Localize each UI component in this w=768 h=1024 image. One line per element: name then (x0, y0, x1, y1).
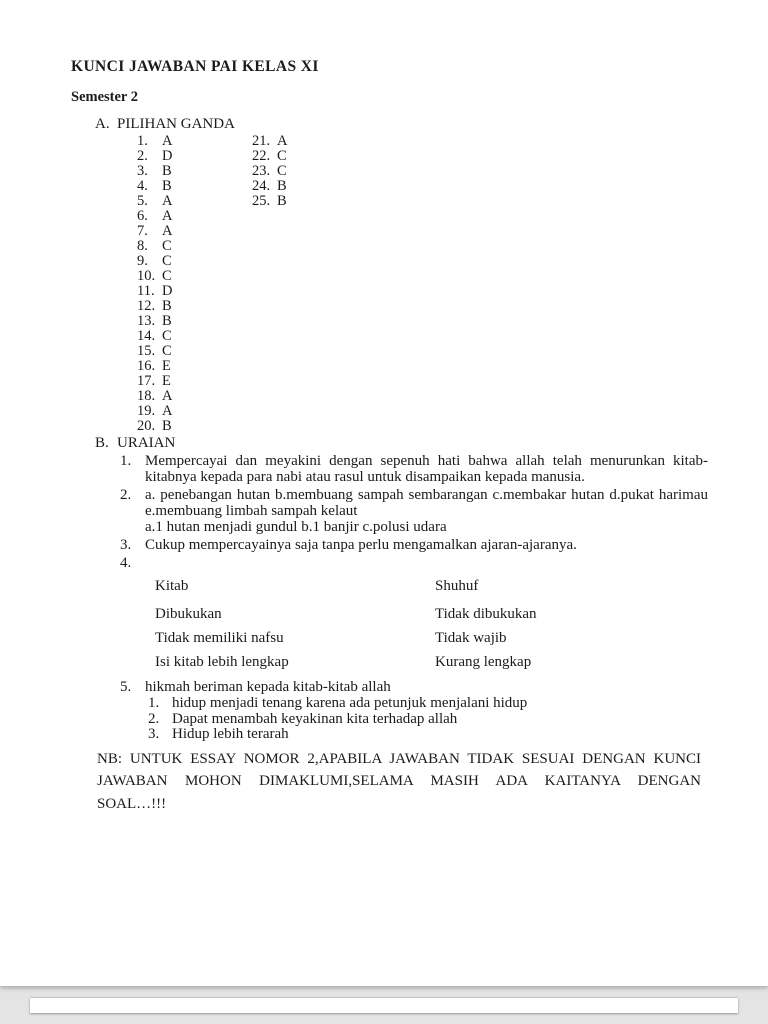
answer-number: 13. (137, 313, 156, 329)
answer-letter: C (162, 253, 172, 269)
answer-row (137, 149, 768, 164)
answer-row (137, 374, 768, 389)
essay-item-3 (120, 537, 768, 553)
essay-item-1 (120, 453, 768, 485)
answer-letter: E (162, 358, 171, 374)
essay-text (145, 555, 708, 571)
section-a-title: PILIHAN GANDA (117, 116, 235, 132)
answer-letter: B (162, 418, 172, 434)
answer-number: 25. (252, 193, 271, 209)
answer-number: 24. (252, 178, 271, 194)
table-row (155, 655, 768, 670)
answer-row (137, 314, 768, 329)
answer-row (137, 209, 768, 224)
table-cell-shuhuf: Shuhuf (435, 578, 479, 594)
essay-number: 3. (120, 537, 132, 553)
essay-number: 2. (120, 487, 132, 503)
answer-number: 19. (137, 403, 156, 419)
answer-number: 11. (137, 283, 155, 299)
answer-row (137, 224, 768, 239)
answer-letter: A (162, 223, 173, 239)
sub-item-number: 3. (148, 726, 160, 742)
essay-text: hikmah beriman kepada kitab-kitab allah (145, 679, 391, 695)
table-row (155, 631, 768, 646)
answer-number: 5. (137, 193, 148, 209)
answer-number: 4. (137, 178, 148, 194)
answer-number: 18. (137, 388, 156, 404)
section-b-label: B. (95, 435, 109, 451)
answer-letter: E (162, 373, 171, 389)
table-cell-shuhuf: Tidak dibukukan (435, 606, 537, 622)
table-row (155, 579, 768, 594)
nb-note-line: SOAL…!!! (97, 795, 167, 812)
sub-item-text: Dapat menambah keyakinan kita terhadap allah (172, 710, 458, 727)
answer-letter: B (162, 313, 172, 329)
answer-letter: A (162, 403, 173, 419)
essay-number: 4. (120, 555, 132, 571)
answer-row (137, 164, 768, 179)
answer-number: 6. (137, 208, 148, 224)
table-cell-shuhuf: Kurang lengkap (435, 654, 532, 670)
answer-number: 22. (252, 148, 271, 164)
sub-item-number: 2. (148, 710, 160, 727)
answer-row (137, 194, 768, 209)
answer-row (137, 359, 768, 374)
essay-answers (120, 453, 768, 571)
table-cell-shuhuf: Tidak wajib (435, 630, 507, 646)
answer-letter: C (162, 328, 172, 344)
answer-row (137, 254, 768, 269)
answer-row (252, 134, 287, 149)
answer-row (137, 344, 768, 359)
section-a-heading (95, 116, 768, 133)
essay-number: 1. (120, 453, 132, 469)
answer-row (137, 284, 768, 299)
essay-item-5 (120, 679, 768, 695)
answer-letter: A (162, 193, 173, 209)
answer-letter: A (162, 208, 173, 224)
sub-list-item (148, 696, 768, 712)
essay-number: 5. (120, 679, 132, 695)
answer-number: 14. (137, 328, 156, 344)
answer-letter: B (277, 193, 287, 209)
table-cell-kitab: Tidak memiliki nafsu (155, 630, 284, 646)
answer-number: 9. (137, 253, 148, 269)
answer-letter: C (277, 148, 287, 164)
answer-letter: D (162, 148, 173, 164)
section-a-label: A. (95, 116, 110, 132)
sub-item-text: hidup menjadi tenang karena ada petunjuk menjalani hidup (172, 695, 528, 711)
answer-row (252, 179, 287, 194)
table-cell-kitab: Isi kitab lebih lengkap (155, 654, 289, 670)
answer-letter: C (162, 238, 172, 254)
answer-row (252, 194, 287, 209)
answer-number: 10. (137, 268, 156, 284)
nb-note-line: NB: UNTUK ESSAY NOMOR 2,APABILA JAWABAN TIDAK SESUAI DENGAN KUNCI (97, 750, 701, 767)
sub-item-number: 1. (148, 695, 160, 711)
nb-note-line: JAWABAN MOHON DIMAKLUMI,SELAMA MASIH ADA KAITANYA DENGAN (97, 773, 701, 790)
table-row (155, 607, 768, 622)
table-cell-kitab: Kitab (155, 578, 189, 594)
answer-row (137, 404, 768, 419)
answer-letter: B (162, 163, 172, 179)
answer-number: 20. (137, 418, 156, 434)
answer-letter: B (277, 178, 287, 194)
nb-note (97, 748, 701, 816)
answer-letter: C (277, 163, 287, 179)
answer-number: 16. (137, 358, 156, 374)
answer-number: 23. (252, 163, 271, 179)
answer-number: 3. (137, 163, 148, 179)
answer-number: 7. (137, 223, 148, 239)
sub-item-text: Hidup lebih terarah (172, 726, 289, 742)
answer-row (137, 269, 768, 284)
hikmah-sub-list (148, 696, 768, 743)
next-page-edge (30, 998, 738, 1013)
answer-row (137, 419, 768, 434)
answer-row (252, 164, 287, 179)
section-b-title: URAIAN (117, 435, 176, 451)
answers-column-2 (252, 134, 287, 209)
answer-number: 8. (137, 238, 148, 254)
answer-row (137, 389, 768, 404)
essay-text: Mempercayai dan meyakini dengan sepenuh hati bahwa allah telah menurunkan kitab-kitabnya kepada para nabi atau rasul untuk disampaikan kepada manusia. (145, 453, 708, 485)
essay-text-line: a. penebangan hutan b.membuang sampah sembarangan c.membakar hutan d.pukat harimau e.membuang limbah sampah kelaut (145, 487, 708, 519)
answer-letter: A (277, 133, 288, 149)
answer-number: 21. (252, 133, 271, 149)
answers-column-1 (137, 134, 768, 434)
kitab-shuhuf-table (155, 579, 768, 670)
essay-text-line: a.1 hutan menjadi gundul b.1 banjir c.polusi udara (145, 519, 447, 535)
answer-row (137, 134, 768, 149)
answer-letter: C (162, 343, 172, 359)
essay-text (145, 487, 708, 535)
answer-number: 1. (137, 133, 148, 149)
answer-letter: B (162, 298, 172, 314)
answer-letter: C (162, 268, 172, 284)
answer-row (137, 329, 768, 344)
answer-letter: A (162, 388, 173, 404)
semester-heading: Semester 2 (71, 89, 138, 105)
sub-list-item (148, 727, 768, 743)
answer-row (137, 179, 768, 194)
essay-item-4 (120, 555, 768, 571)
answer-number: 17. (137, 373, 156, 389)
table-cell-kitab: Dibukukan (155, 606, 222, 622)
essay-item-2 (120, 487, 768, 535)
section-b-heading (95, 435, 768, 452)
multiple-choice-answers (137, 134, 768, 434)
answer-letter: B (162, 178, 172, 194)
answer-letter: A (162, 133, 173, 149)
answer-row (137, 239, 768, 254)
essay-text: Cukup mempercayainya saja tanpa perlu mengamalkan ajaran-ajaranya. (145, 537, 577, 553)
document-title: KUNCI JAWABAN PAI KELAS XI (71, 58, 319, 75)
answer-number: 2. (137, 148, 148, 164)
answer-number: 15. (137, 343, 156, 359)
answer-letter: D (162, 283, 173, 299)
answer-row (252, 149, 287, 164)
answer-row (137, 299, 768, 314)
answer-number: 12. (137, 298, 156, 314)
sub-list-item (148, 712, 768, 728)
